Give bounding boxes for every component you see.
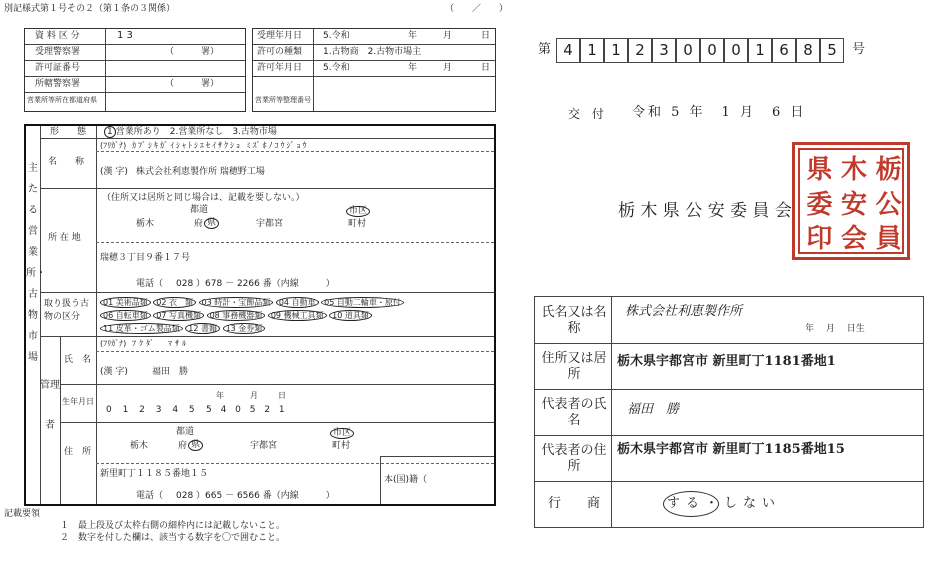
seal-text: 県 木 栃 委 安 公 印 会 員: [806, 155, 902, 255]
top-admin-table: [24, 28, 246, 112]
address-note: （住所又は居所と同じ場合は、記載を要しない。）: [102, 193, 305, 203]
top-permit-table: [252, 28, 496, 112]
address-line: 瑞穂３丁目９番１７号: [100, 253, 191, 263]
category-04: 04 自動車: [276, 297, 319, 308]
category-01: 01 美術品類: [100, 297, 151, 308]
permit-digit: 0: [724, 38, 748, 63]
permit-digit: 1: [748, 38, 772, 63]
prefecture-fu: 府: [194, 219, 204, 229]
birthdate-label: 生年月日: [62, 397, 94, 406]
receiving-station-label: 受理警察署: [35, 47, 81, 57]
manager-address-line: 新里町丁１１８５番地１５: [100, 469, 209, 479]
category-12: 12 書籍: [185, 323, 220, 334]
issued-date: 令和 5 年 1 月 6 日: [632, 105, 807, 120]
address-prefecture: 栃木: [136, 219, 155, 229]
permit-digit: 5: [820, 38, 844, 63]
manager-furigana-label: (ﾌﾘｶﾞﾅ): [100, 339, 127, 348]
data-category-value: 1 3: [117, 30, 133, 41]
manager-phone: 028 ）665 － 6566 番（内線 ）: [176, 491, 335, 501]
form-page-count: （ ／ ）: [445, 4, 509, 14]
permit-digit: 0: [700, 38, 724, 63]
category-09: 09 機械工具類: [268, 310, 327, 321]
note-1: １ 最上段及び太枠右側の細枠内には記載しないこと。: [60, 521, 286, 531]
permit-date-label: 許可年月日: [257, 63, 303, 73]
permit-digit: 0: [676, 38, 700, 63]
holder-address-label: 住所又は居 所: [541, 351, 620, 382]
receipt-date-label: 受理年月日: [257, 31, 303, 41]
manager-name-label: 氏 名: [64, 355, 92, 365]
permit-digit: 3: [652, 38, 676, 63]
peddling-label: 行 商: [547, 496, 600, 511]
phone-label: 電話（: [136, 279, 164, 289]
permit-digit: 4: [556, 38, 580, 63]
permit-digit: 1: [604, 38, 628, 63]
data-category-label: 資 料 区 分: [35, 31, 80, 41]
holder-name-value: 株式会社利恵製作所: [625, 304, 743, 319]
notes-title: 記載要領: [4, 509, 41, 519]
category-06: 06 自転車類: [100, 310, 151, 321]
receipt-day-unit: 日: [481, 31, 491, 41]
issued-label: 交 付: [568, 107, 608, 121]
category-13: 13 金券類: [223, 323, 266, 334]
form-opt1-circle: 1: [104, 126, 116, 138]
manager-address-label: 住 所: [64, 447, 92, 457]
main-office-side-label: 主たる営業所・古物市場: [26, 163, 46, 363]
manager-address-city: 宇都宮: [250, 441, 278, 451]
jurisdiction-station-value: （ 署）: [165, 79, 220, 89]
manager-name-kanji: 福田 勝: [152, 367, 189, 377]
birth-year-unit: 年: [216, 391, 224, 400]
holder-birth-suffix: 年 月 日生: [805, 324, 865, 334]
permit-type-label: 許可の種類: [257, 47, 303, 57]
holder-address-value: 栃木県宇都宮市 新里町丁1181番地1: [617, 354, 836, 369]
receipt-date-era: 5.令和: [323, 31, 350, 41]
office-prefecture-label: 営業所等所在都道府県: [27, 96, 97, 104]
permit-number-prefix: 第: [538, 42, 552, 57]
manager-side-label: 管理者: [40, 380, 60, 431]
permit-digit: 1: [580, 38, 604, 63]
permit-number-suffix: 号: [852, 42, 866, 57]
main-office-section: [24, 124, 496, 506]
birth-date-value: 5 4 0 5 2 1: [206, 405, 288, 415]
manager-kanji-label: (漢 字): [100, 367, 128, 377]
category-10: 10 道具類: [329, 310, 372, 321]
rep-name-label: 代表者の氏 名: [541, 397, 620, 428]
nationality-label: 本(国)籍（: [384, 475, 428, 485]
permit-digit: 6: [772, 38, 796, 63]
birth-month-unit: 月: [250, 391, 258, 400]
form-options-text: 営業所あり 2.営業所なし 3.古物市場: [115, 127, 277, 137]
permit-day-unit: 日: [481, 63, 491, 73]
manager-pref-todo: 都道: [176, 427, 195, 437]
address-city: 宇都宮: [256, 219, 284, 229]
permit-number-cells: [556, 38, 844, 63]
category-03: 03 時計・宝飾品類: [199, 297, 274, 308]
office-serial-label: 営業所等整理番号: [255, 96, 311, 104]
peddling-value: する・しない: [667, 496, 782, 511]
holder-info-table: [534, 296, 924, 528]
office-phone: 028 ）678 － 2266 番（内線 ）: [176, 279, 335, 289]
form-header-title: 別記様式第１号その２（第１条の３関係）: [4, 4, 176, 14]
note-2: ２ 数字を付した欄は、該当する数字を〇で囲むこと。: [60, 533, 286, 543]
manager-city-cho: 町村: [332, 441, 351, 451]
manager-furigana: ﾌｸﾀﾞ ﾏｻﾙ: [132, 339, 189, 348]
category-11: 11 皮革・ゴム製品類: [100, 323, 183, 334]
manager-pref-fu: 府: [178, 441, 188, 451]
prefecture-todo: 都道: [190, 205, 209, 215]
manager-city-ku-circle: 市区: [330, 428, 354, 439]
rep-address-value: 栃木県宇都宮市 新里町丁1185番地15: [617, 442, 845, 457]
receipt-month-unit: 月: [443, 31, 453, 41]
manager-phone-label: 電話（: [136, 491, 164, 501]
address-label: 所 在 地: [48, 233, 81, 243]
category-05: 05 自動二輪車・原付: [321, 297, 404, 308]
prefecture-ken-circle: 県: [204, 218, 219, 229]
form-type-label: 形 態: [50, 127, 87, 137]
rep-address-label: 代表者の住 所: [541, 443, 620, 474]
permit-number-label: 許可証番号: [35, 63, 81, 73]
kanji-label: (漢 字): [100, 167, 128, 177]
city-cho: 町村: [348, 219, 367, 229]
categories-label: 取り扱う古物の区分: [44, 299, 90, 322]
business-name-kanji: 株式会社利恵製作所 瑞穂野工場: [136, 167, 265, 177]
permit-date-era: 5.令和: [323, 63, 350, 73]
birth-era-codes: 0 1 2 3 4 5: [106, 405, 199, 415]
receiving-station-value: （ 署）: [165, 47, 220, 57]
business-name-label: 名 称: [48, 157, 85, 167]
official-seal-icon: [792, 142, 910, 260]
category-07: 07 写真機類: [153, 310, 204, 321]
permit-digit: 8: [796, 38, 820, 63]
manager-pref-ken-circle: 県: [188, 440, 203, 451]
receipt-year-unit: 年: [408, 31, 418, 41]
business-name-furigana: ｶﾌﾞｼｷｶﾞｲｼｬﾄｼｴｾｲｻｸｼｮ ﾐｽﾞﾎﾉｺｳｼﾞｮｳ: [132, 141, 309, 150]
city-ku-circle: 市区: [346, 206, 370, 217]
holder-name-label: 氏名又は名 称: [541, 305, 620, 336]
peddling-selected-circle: [663, 491, 719, 517]
manager-address-pref: 栃木: [130, 441, 149, 451]
permit-type-value: 1.古物商 2.古物市場主: [323, 47, 422, 57]
rep-name-value: 福田 勝: [627, 402, 680, 417]
permit-month-unit: 月: [443, 63, 453, 73]
jurisdiction-station-label: 所轄警察署: [35, 79, 81, 89]
furigana-label: (ﾌﾘｶﾞﾅ): [100, 141, 127, 150]
issuing-authority: 栃 木 県 公 安 委 員 会: [618, 201, 792, 221]
category-08: 08 事務機器類: [207, 310, 266, 321]
form-type-options: [104, 128, 277, 137]
category-02: 02 衣 類: [153, 297, 196, 308]
permit-year-unit: 年: [408, 63, 418, 73]
birth-day-unit: 日: [278, 391, 286, 400]
permit-digit: 2: [628, 38, 652, 63]
categories-list: [100, 296, 492, 335]
